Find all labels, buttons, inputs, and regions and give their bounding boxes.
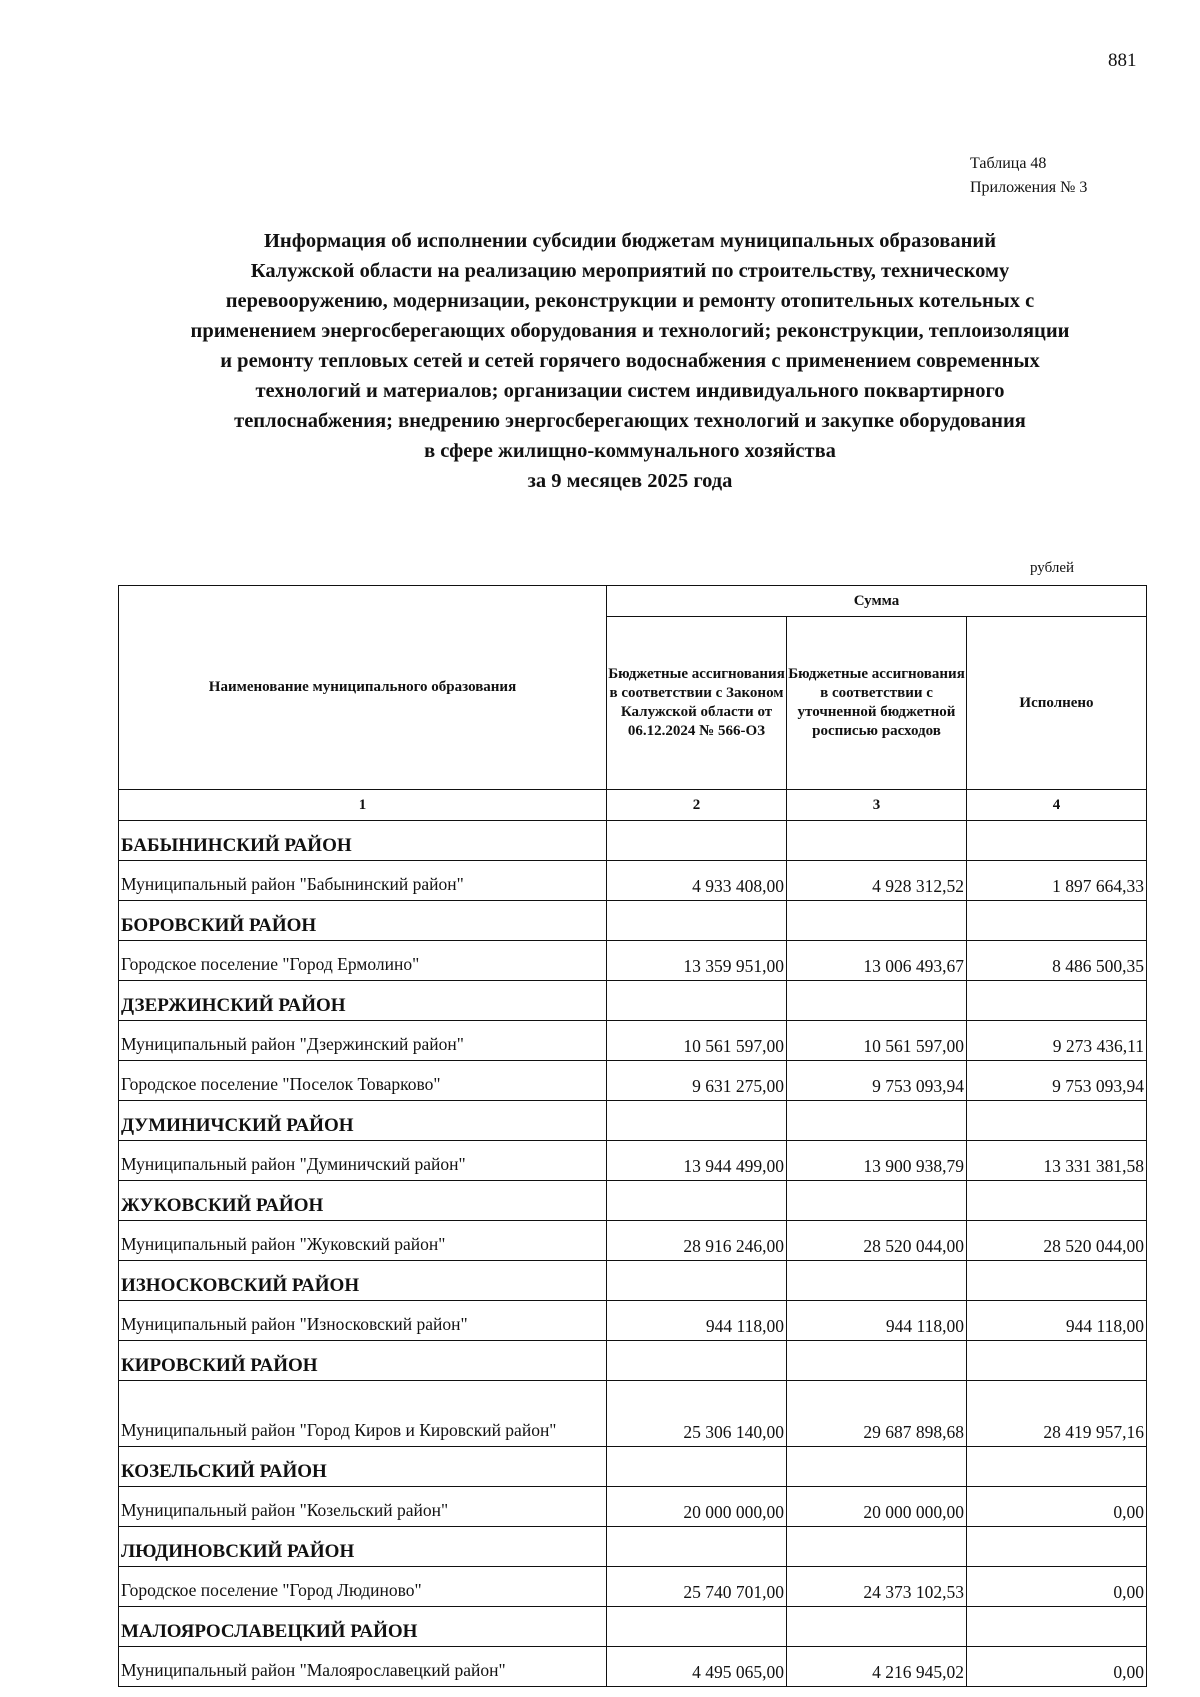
table-number: Таблица 48 [970, 155, 1047, 172]
municipality-name: Муниципальный район "Дзержинский район" [119, 1021, 607, 1061]
column-number: 3 [787, 790, 967, 821]
title-line: и ремонту тепловых сетей и сетей горячего водоснабжения с применением современных [220, 350, 1040, 372]
title-line: в сфере жилищно-коммунального хозяйства [424, 440, 836, 462]
header-executed: Исполнено [967, 617, 1147, 790]
law-appropriation-value: 20 000 000,00 [607, 1487, 787, 1527]
title-line: Калужской области на реализацию мероприятий по строительству, техническому [250, 260, 1010, 282]
district-row [119, 821, 1147, 861]
column-number: 1 [119, 790, 607, 821]
empty-cell [967, 821, 1147, 861]
units-label: рублей [1030, 560, 1075, 576]
table-row [119, 1061, 1147, 1101]
empty-cell [967, 1261, 1147, 1301]
executed-value: 0,00 [967, 1647, 1147, 1687]
district-row [119, 1447, 1147, 1487]
table-row [119, 861, 1147, 901]
empty-cell [967, 981, 1147, 1021]
title-line: перевооружению, модернизации, реконструкции и ремонту отопительных котельных с [225, 290, 1035, 312]
district-name: КОЗЕЛЬСКИЙ РАЙОН [119, 1447, 607, 1487]
empty-cell [607, 901, 787, 941]
municipality-name: Муниципальный район "Малоярославецкий район" [119, 1647, 607, 1687]
empty-cell [787, 1447, 967, 1487]
appendix-number: Приложения № 3 [970, 179, 1088, 196]
empty-cell [967, 1181, 1147, 1221]
empty-cell [607, 821, 787, 861]
refined-appropriation-value: 4 216 945,02 [787, 1647, 967, 1687]
law-appropriation-value: 13 359 951,00 [607, 941, 787, 981]
empty-cell [787, 1261, 967, 1301]
empty-cell [607, 981, 787, 1021]
table-row [119, 1141, 1147, 1181]
executed-value: 8 486 500,35 [967, 941, 1147, 981]
executed-value: 0,00 [967, 1487, 1147, 1527]
municipality-name: Городское поселение "Город Ермолино" [119, 941, 607, 981]
refined-appropriation-value: 24 373 102,53 [787, 1567, 967, 1607]
table-row [119, 1487, 1147, 1527]
table-row [119, 1647, 1147, 1687]
district-row [119, 1101, 1147, 1141]
municipality-name: Городское поселение "Поселок Товарково" [119, 1061, 607, 1101]
district-name: БАБЫНИНСКИЙ РАЙОН [119, 821, 607, 861]
empty-cell [607, 1341, 787, 1381]
law-appropriation-value: 4 933 408,00 [607, 861, 787, 901]
refined-appropriation-value: 13 900 938,79 [787, 1141, 967, 1181]
empty-cell [787, 1607, 967, 1647]
table-body [119, 586, 1147, 1687]
district-name: ИЗНОСКОВСКИЙ РАЙОН [119, 1261, 607, 1301]
executed-value: 944 118,00 [967, 1301, 1147, 1341]
law-appropriation-value: 4 495 065,00 [607, 1647, 787, 1687]
district-row [119, 1341, 1147, 1381]
municipality-name: Муниципальный район "Жуковский район" [119, 1221, 607, 1261]
empty-cell [967, 1341, 1147, 1381]
refined-appropriation-value: 13 006 493,67 [787, 941, 967, 981]
district-name: БОРОВСКИЙ РАЙОН [119, 901, 607, 941]
page-number: 881 [1108, 50, 1137, 71]
empty-cell [607, 1607, 787, 1647]
column-number: 4 [967, 790, 1147, 821]
header-row [119, 586, 1147, 617]
refined-appropriation-value: 28 520 044,00 [787, 1221, 967, 1261]
column-number-row [119, 790, 1147, 821]
refined-appropriation-value: 944 118,00 [787, 1301, 967, 1341]
empty-cell [607, 1527, 787, 1567]
executed-value: 0,00 [967, 1567, 1147, 1607]
empty-cell [967, 1447, 1147, 1487]
municipality-name: Муниципальный район "Город Киров и Кировский район" [119, 1381, 607, 1447]
appendix-reference [970, 152, 1087, 200]
district-name: ДЗЕРЖИНСКИЙ РАЙОН [119, 981, 607, 1021]
title-line: за 9 месяцев 2025 года [527, 470, 733, 492]
empty-cell [967, 1527, 1147, 1567]
empty-cell [967, 901, 1147, 941]
district-row [119, 1181, 1147, 1221]
empty-cell [607, 1261, 787, 1301]
title-line: применением энергосберегающих оборудования и технологий; реконструкции, теплоизоляции [190, 320, 1070, 342]
district-row [119, 1527, 1147, 1567]
table-row [119, 1221, 1147, 1261]
district-name: ЖУКОВСКИЙ РАЙОН [119, 1181, 607, 1221]
district-row [119, 981, 1147, 1021]
law-appropriation-value: 944 118,00 [607, 1301, 787, 1341]
municipality-name: Городское поселение "Город Людиново" [119, 1567, 607, 1607]
municipality-name: Муниципальный район "Козельский район" [119, 1487, 607, 1527]
header-law-appropriations: Бюджетные ассигнования в соответствии с Законом Калужской области от 06.12.2024 № 566-ОЗ [607, 617, 787, 790]
empty-cell [607, 1447, 787, 1487]
executed-value: 28 520 044,00 [967, 1221, 1147, 1261]
executed-value: 28 419 957,16 [967, 1381, 1147, 1447]
law-appropriation-value: 9 631 275,00 [607, 1061, 787, 1101]
district-row [119, 1607, 1147, 1647]
executed-value: 9 753 093,94 [967, 1061, 1147, 1101]
municipality-name: Муниципальный район "Бабынинский район" [119, 861, 607, 901]
refined-appropriation-value: 9 753 093,94 [787, 1061, 967, 1101]
law-appropriation-value: 13 944 499,00 [607, 1141, 787, 1181]
empty-cell [787, 981, 967, 1021]
empty-cell [967, 1101, 1147, 1141]
empty-cell [787, 821, 967, 861]
district-name: КИРОВСКИЙ РАЙОН [119, 1341, 607, 1381]
title-line: Информация об исполнении субсидии бюджетам муниципальных образований [263, 230, 997, 252]
title-line: технологий и материалов; организации систем индивидуального поквартирного [255, 380, 1005, 402]
empty-cell [967, 1607, 1147, 1647]
district-name: МАЛОЯРОСЛАВЕЦКИЙ РАЙОН [119, 1607, 607, 1647]
empty-cell [607, 1181, 787, 1221]
law-appropriation-value: 10 561 597,00 [607, 1021, 787, 1061]
column-number: 2 [607, 790, 787, 821]
refined-appropriation-value: 10 561 597,00 [787, 1021, 967, 1061]
refined-appropriation-value: 20 000 000,00 [787, 1487, 967, 1527]
table-row [119, 1021, 1147, 1061]
empty-cell [787, 1101, 967, 1141]
table-row [119, 941, 1147, 981]
header-municipality: Наименование муниципального образования [119, 586, 607, 790]
title-line: теплоснабжения; внедрению энергосберегающих технологий и закупке оборудования [234, 410, 1026, 432]
district-row [119, 901, 1147, 941]
refined-appropriation-value: 29 687 898,68 [787, 1381, 967, 1447]
law-appropriation-value: 25 306 140,00 [607, 1381, 787, 1447]
empty-cell [607, 1101, 787, 1141]
law-appropriation-value: 25 740 701,00 [607, 1567, 787, 1607]
table-row [119, 1301, 1147, 1341]
municipality-name: Муниципальный район "Износковский район" [119, 1301, 607, 1341]
empty-cell [787, 1181, 967, 1221]
header-refined-appropriations: Бюджетные ассигнования в соответствии с уточненной бюджетной росписью расходов [787, 617, 967, 790]
table-row [119, 1567, 1147, 1607]
document-title [110, 226, 1150, 496]
refined-appropriation-value: 4 928 312,52 [787, 861, 967, 901]
district-name: ДУМИНИЧСКИЙ РАЙОН [119, 1101, 607, 1141]
empty-cell [787, 1341, 967, 1381]
executed-value: 13 331 381,58 [967, 1141, 1147, 1181]
district-row [119, 1261, 1147, 1301]
district-name: ЛЮДИНОВСКИЙ РАЙОН [119, 1527, 607, 1567]
subsidy-table [118, 585, 1147, 1687]
empty-cell [787, 901, 967, 941]
table-row [119, 1381, 1147, 1447]
law-appropriation-value: 28 916 246,00 [607, 1221, 787, 1261]
executed-value: 9 273 436,11 [967, 1021, 1147, 1061]
header-sum: Сумма [607, 586, 1147, 617]
empty-cell [787, 1527, 967, 1567]
municipality-name: Муниципальный район "Думиничский район" [119, 1141, 607, 1181]
executed-value: 1 897 664,33 [967, 861, 1147, 901]
